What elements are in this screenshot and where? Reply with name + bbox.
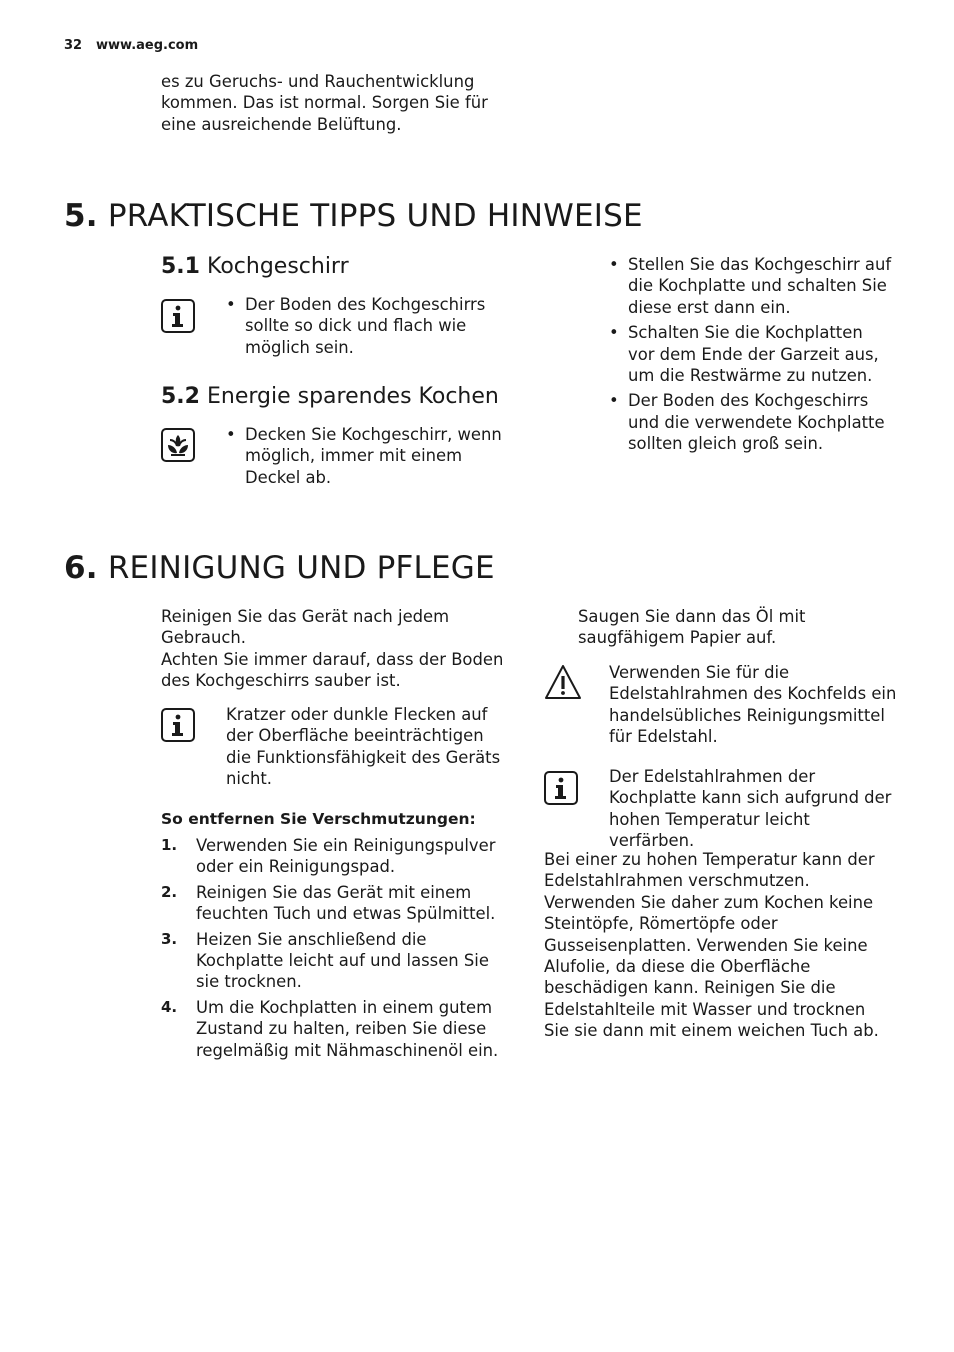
list-item: 3. Heizen Sie anschließend die Kochplatte leicht auf und lassen Sie sie trocknen.	[161, 929, 489, 992]
header-url: www.aeg.com	[96, 38, 199, 53]
section-5-heading	[64, 198, 643, 234]
info-icon	[544, 771, 578, 805]
list-item: • Decken Sie Kochgeschirr, wenn möglich, immer mit einem Deckel ab.	[226, 424, 511, 488]
section-6-para-2: Achten Sie immer darauf, dass der Boden des Kochgeschirrs sauber ist.	[161, 649, 504, 691]
page-number: 32	[64, 38, 83, 53]
cleaning-steps	[161, 835, 516, 1061]
subsection-5-1-title: Kochgeschirr	[206, 254, 349, 279]
section-5-title: PRAKTISCHE TIPPS UND HINWEISE	[107, 198, 643, 234]
eco-leaf-icon	[161, 428, 195, 462]
subsection-5-2-list	[226, 424, 511, 488]
subsection-5-1-number: 5.1	[161, 254, 200, 279]
list-item: • Der Boden des Kochgeschirrs und die verwendete Kochplatte sollten gleich groß sein.	[609, 390, 894, 454]
info-icon	[161, 299, 195, 333]
list-item: • Schalten Sie die Kochplatten vor dem Ende der Garzeit aus, um die Restwärme zu nutzen.	[609, 322, 894, 386]
list-item: • Der Boden des Kochgeschirrs sollte so dick und flach wie möglich sein.	[226, 294, 511, 358]
subsection-5-2-heading	[161, 383, 499, 411]
info-note-scratches: Kratzer oder dunkle Flecken auf der Oberfläche beeinträchtigen die Funktionsfähigkeit des Geräts nicht.	[226, 705, 501, 789]
subsection-5-1-list	[226, 294, 511, 358]
subsection-5-1-heading	[161, 253, 349, 281]
steps-heading: So entfernen Sie Verschmutzungen:	[161, 810, 476, 828]
temperature-paragraph: Bei einer zu hohen Temperatur kann der Edelstahlrahmen verschmutzen. Verwenden Sie daher zum Kochen keine Steintöpfe, Römertöpfe oder Gusseisenplatten. Verwenden Sie keine Alufolie, da diese die Oberfläche beschädigen kann. Reinigen Sie die Edelstahlteile mit Wasser und trocknen Sie sie dann mit einem weichen Tuch ab.	[544, 850, 879, 1041]
section-6-intro	[161, 606, 506, 692]
section-6-heading	[64, 550, 495, 586]
info-note-discoloration: Der Edelstahlrahmen der Kochplatte kann sich aufgrund der hohen Temperatur leicht verfärben.	[609, 767, 892, 851]
section-5-right-list	[609, 254, 894, 455]
list-item: 2. Reinigen Sie das Gerät mit einem feuchten Tuch und etwas Spülmittel.	[161, 882, 496, 924]
list-item: 4. Um die Kochplatten in einem gutem Zustand zu halten, reiben Sie diese regelmäßig mit Nähmaschinenöl ein.	[161, 997, 499, 1060]
section-6-title: REINIGUNG UND PFLEGE	[107, 550, 495, 586]
list-item: • Stellen Sie das Kochgeschirr auf die Kochplatte und schalten Sie diese erst dann ein.	[609, 254, 894, 318]
section-6-para-1: Reinigen Sie das Gerät nach jedem Gebrauch.	[161, 607, 450, 648]
warning-icon	[544, 664, 582, 700]
section-5-number: 5.	[64, 198, 98, 234]
info-icon	[161, 708, 195, 742]
oil-paragraph: Saugen Sie dann das Öl mit saugfähigem Papier auf.	[578, 607, 806, 648]
list-item: 1. Verwenden Sie ein Reinigungspulver oder ein Reinigungspad.	[161, 836, 496, 877]
subsection-5-2-title: Energie sparendes Kochen	[206, 384, 499, 409]
warning-note: Verwenden Sie für die Edelstahlrahmen des Kochfelds ein handelsübliches Reinigungsmittel für Edelstahl.	[609, 663, 897, 747]
subsection-5-2-number: 5.2	[161, 384, 200, 409]
section-6-number: 6.	[64, 550, 98, 586]
intro-paragraph: es zu Geruchs- und Rauchentwicklung kommen. Das ist normal. Sorgen Sie für eine ausreichende Belüftung.	[161, 72, 488, 134]
